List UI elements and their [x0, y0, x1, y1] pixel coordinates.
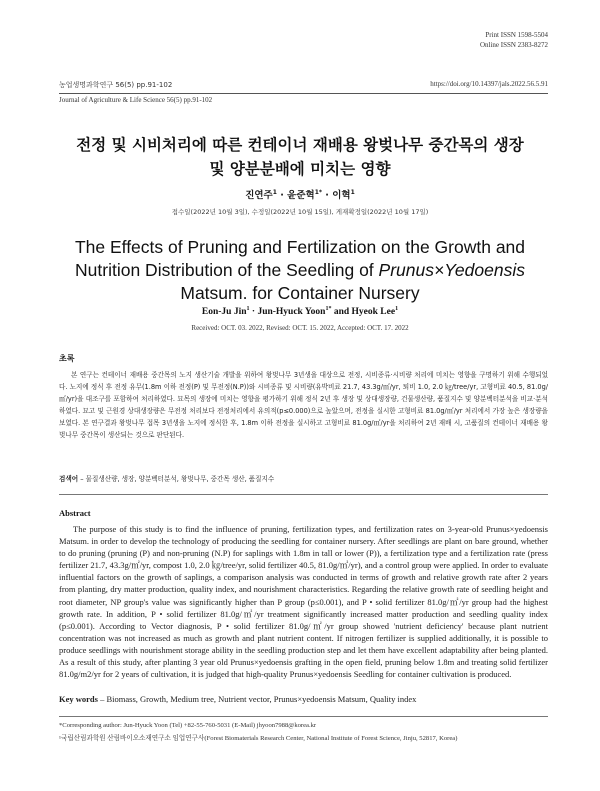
keywords-korean — [59, 473, 548, 483]
affiliation-mark: 1 — [272, 188, 277, 196]
doi-link[interactable]: https://doi.org/10.14397/jals.2022.56.5.91 — [430, 80, 548, 88]
affiliation-mark: 1* — [325, 306, 332, 312]
section-divider — [59, 494, 548, 495]
footnote-divider — [59, 716, 548, 717]
title-english-part2: Matsum. for Container Nursery — [180, 283, 420, 303]
journal-header-english: Journal of Agriculture & Life Science 56(5) pp.91-102 — [59, 96, 213, 104]
authors-english — [0, 306, 600, 317]
abstract-english-text: The purpose of this study is to find the influence of pruning, fertilization types, and fertilization rates on 3-year-old Prunus×yedoensis Matsum. in order to develop the technology of producing the seedling for container nursery. After seedlings are plant on bare ground, whether to do pruning (pruning (P) and non-pruning (N.P) for saplings with 1.8m in tall or lower (P)), a fertilization type and a fertilization rate (press fertilizer 21.7, 43.3g/㎡/yr, compost 1.0, 2.0 ㎏/tree/yr, solid fertilizer 40.5, 81.0g/㎡/yr), and a control group were applied. In order to evaluate influential factors on the growth of saplings, a comparison analysis was conducted in terms of growth and relative growth rate after 2 years from planting, dry matter production, quality index, and nourishment characteristics. Regarding the relative growth rate of seedling height and root diameter, NP group's value was significantly higher than P group (p≤0.001), and P • solid fertilizer 81.0g/㎡/yr group had the highest growth rate. In addition, P • solid fertilizer 81.0g/㎡/yr treatment significantly increased matter production and seedling quality index (p≤0.001). According to Vector diagnosis, P • solid fertilizer 81.0g/㎡/yr group showed 'nutrient deficiency' because plant nutrient concentration was not increased as much as growth and plant nutrient content. If nitrogen fertilizer is supplied additionally, it is possible to produce seedlings with nourishment storage ability in the seedling production step and let them have excellent adaptability after being planted. As a result of this study, after planting 3 year old Prunus×yedoensis grafting in the open field, pruning below 1.8m and treating solid fertilizer 81.0g/m2/yr for 2 years of cultivation, it is judged that high-quality Prunus×yedoensis Seedling for container cultivation is produced. — [59, 524, 548, 680]
issn-block — [480, 30, 548, 50]
affiliation-mark: 1 — [395, 306, 399, 312]
footnote-affiliation: ¹국립산림과학원 산림바이오소재연구소 임업연구사(Forest Biomaterials Research Center, National Institute of Forest Science, Jinju, 52817, Korea) — [59, 735, 458, 742]
header-divider — [59, 93, 548, 94]
author-1: 진연주 — [245, 190, 273, 201]
author-2: Jun-Hyuck Yoon — [257, 307, 326, 318]
abstract-english-heading: Abstract — [59, 508, 91, 518]
authors-korean — [0, 187, 600, 201]
author-separator: and — [331, 307, 352, 318]
author-separator: · — [249, 307, 258, 318]
title-english — [50, 236, 550, 305]
online-issn: Online ISSN 2383-8272 — [479, 41, 548, 49]
abstract-english-body — [59, 523, 548, 680]
print-issn: Print ISSN 1598-5504 — [485, 31, 548, 39]
dates-korean: 접수일(2022년 10월 3일), 수정일(2022년 10월 15일), 게재확정일(2022년 10월 17일) — [171, 208, 429, 216]
footnote-corresponding-author: *Corresponding author: Jun-Hyuck Yoon (Tel) +82-55-760-5031 (E-Mail) jhyoon7988@korea.kr — [59, 722, 317, 729]
title-species-name: Prunus×Yedoensis — [378, 260, 525, 280]
abstract-korean-heading: 초록 — [59, 354, 75, 363]
author-2: 윤준혁 — [287, 190, 315, 201]
author-3: Hyeok Lee — [351, 307, 396, 318]
keywords-english — [59, 694, 548, 704]
affiliation-mark: 1* — [314, 188, 322, 196]
journal-header-korean: 농업생명과학연구 56(5) pp.91-102 — [59, 81, 173, 89]
affiliation-mark: 1 — [246, 306, 250, 312]
abstract-korean-body — [59, 369, 548, 442]
author-separator: · — [322, 190, 333, 201]
title-english-part1: The Effects of Pruning and Fertilization on the Growth and Nutrition Distribution of the Seedling of — [74, 237, 526, 280]
affiliation-mark: 1 — [350, 188, 355, 196]
dates-english: Received: OCT. 03. 2022, Revised: OCT. 15. 2022, Accepted: OCT. 17. 2022 — [191, 324, 409, 332]
title-korean: 전정 및 시비처리에 따른 컨테이너 재배용 왕벚나무 중간목의 생장 및 양분분배에 미치는 영향 — [76, 136, 524, 178]
abstract-korean-text: 본 연구는 컨테이너 재배용 중간목의 노지 생산기술 개발을 위하여 왕벚나무 3년생을 대상으로 전정, 시비종류·시비량 처리에 미치는 영향을 구명하기 위해 수행되었다. 노지에 정식 후 전정 유무(1.8m 이하 전정(P) 및 무전정(N.P))와 시비종류 및 시비량(유박비료 21.7, 43.3g/㎡/yr, 퇴비 1.0, 2.0 ㎏/tree/yr, 고형비료 40.5, 81.0g/㎡/yr)을 대조구를 포함하여 처리하였다. 묘목의 생장에 미치는 영향을 평가하기 위해 정식 2년 후 생장 및 상대생장량, 건물생산량, 품질지수 및 양분벡터분석을 비교·분석하였다. 묘고 및 근원경 상대생장량은 무전정 처리보다 전정처리에서 유의적(p≤0.000)으로 높았으며, 전정을 실시한 고형비료 81.0g/㎡/yr 처리에서 가장 높은 생장량을 보였다. 본 연구결과 왕벚나무 접목 3년생을 노지에 정식한 후, 1.8m 이하 전정을 실시하고 고형비료 81.0g/㎡/yr을 처리하여 2년 재배 시, 고품질의 컨테이너 재배용 왕벚나무 중간목이 생산되는 것으로 판단된다. — [59, 371, 548, 440]
keywords-korean-label: 검색어 — [59, 475, 79, 483]
author-3: 이혁 — [332, 190, 351, 201]
author-1: Eon-Ju Jin — [201, 307, 247, 318]
keywords-english-label: Key words — [59, 694, 98, 704]
author-separator: · — [276, 190, 288, 201]
keywords-english-list: – Biomass, Growth, Medium tree, Nutrient vector, Prunus×yedoensis Matsum, Quality index — [97, 694, 417, 704]
keywords-korean-list: – 물질생산량, 생장, 양분벡터분석, 왕벚나무, 중간목 생산, 품질지수 — [78, 475, 275, 483]
